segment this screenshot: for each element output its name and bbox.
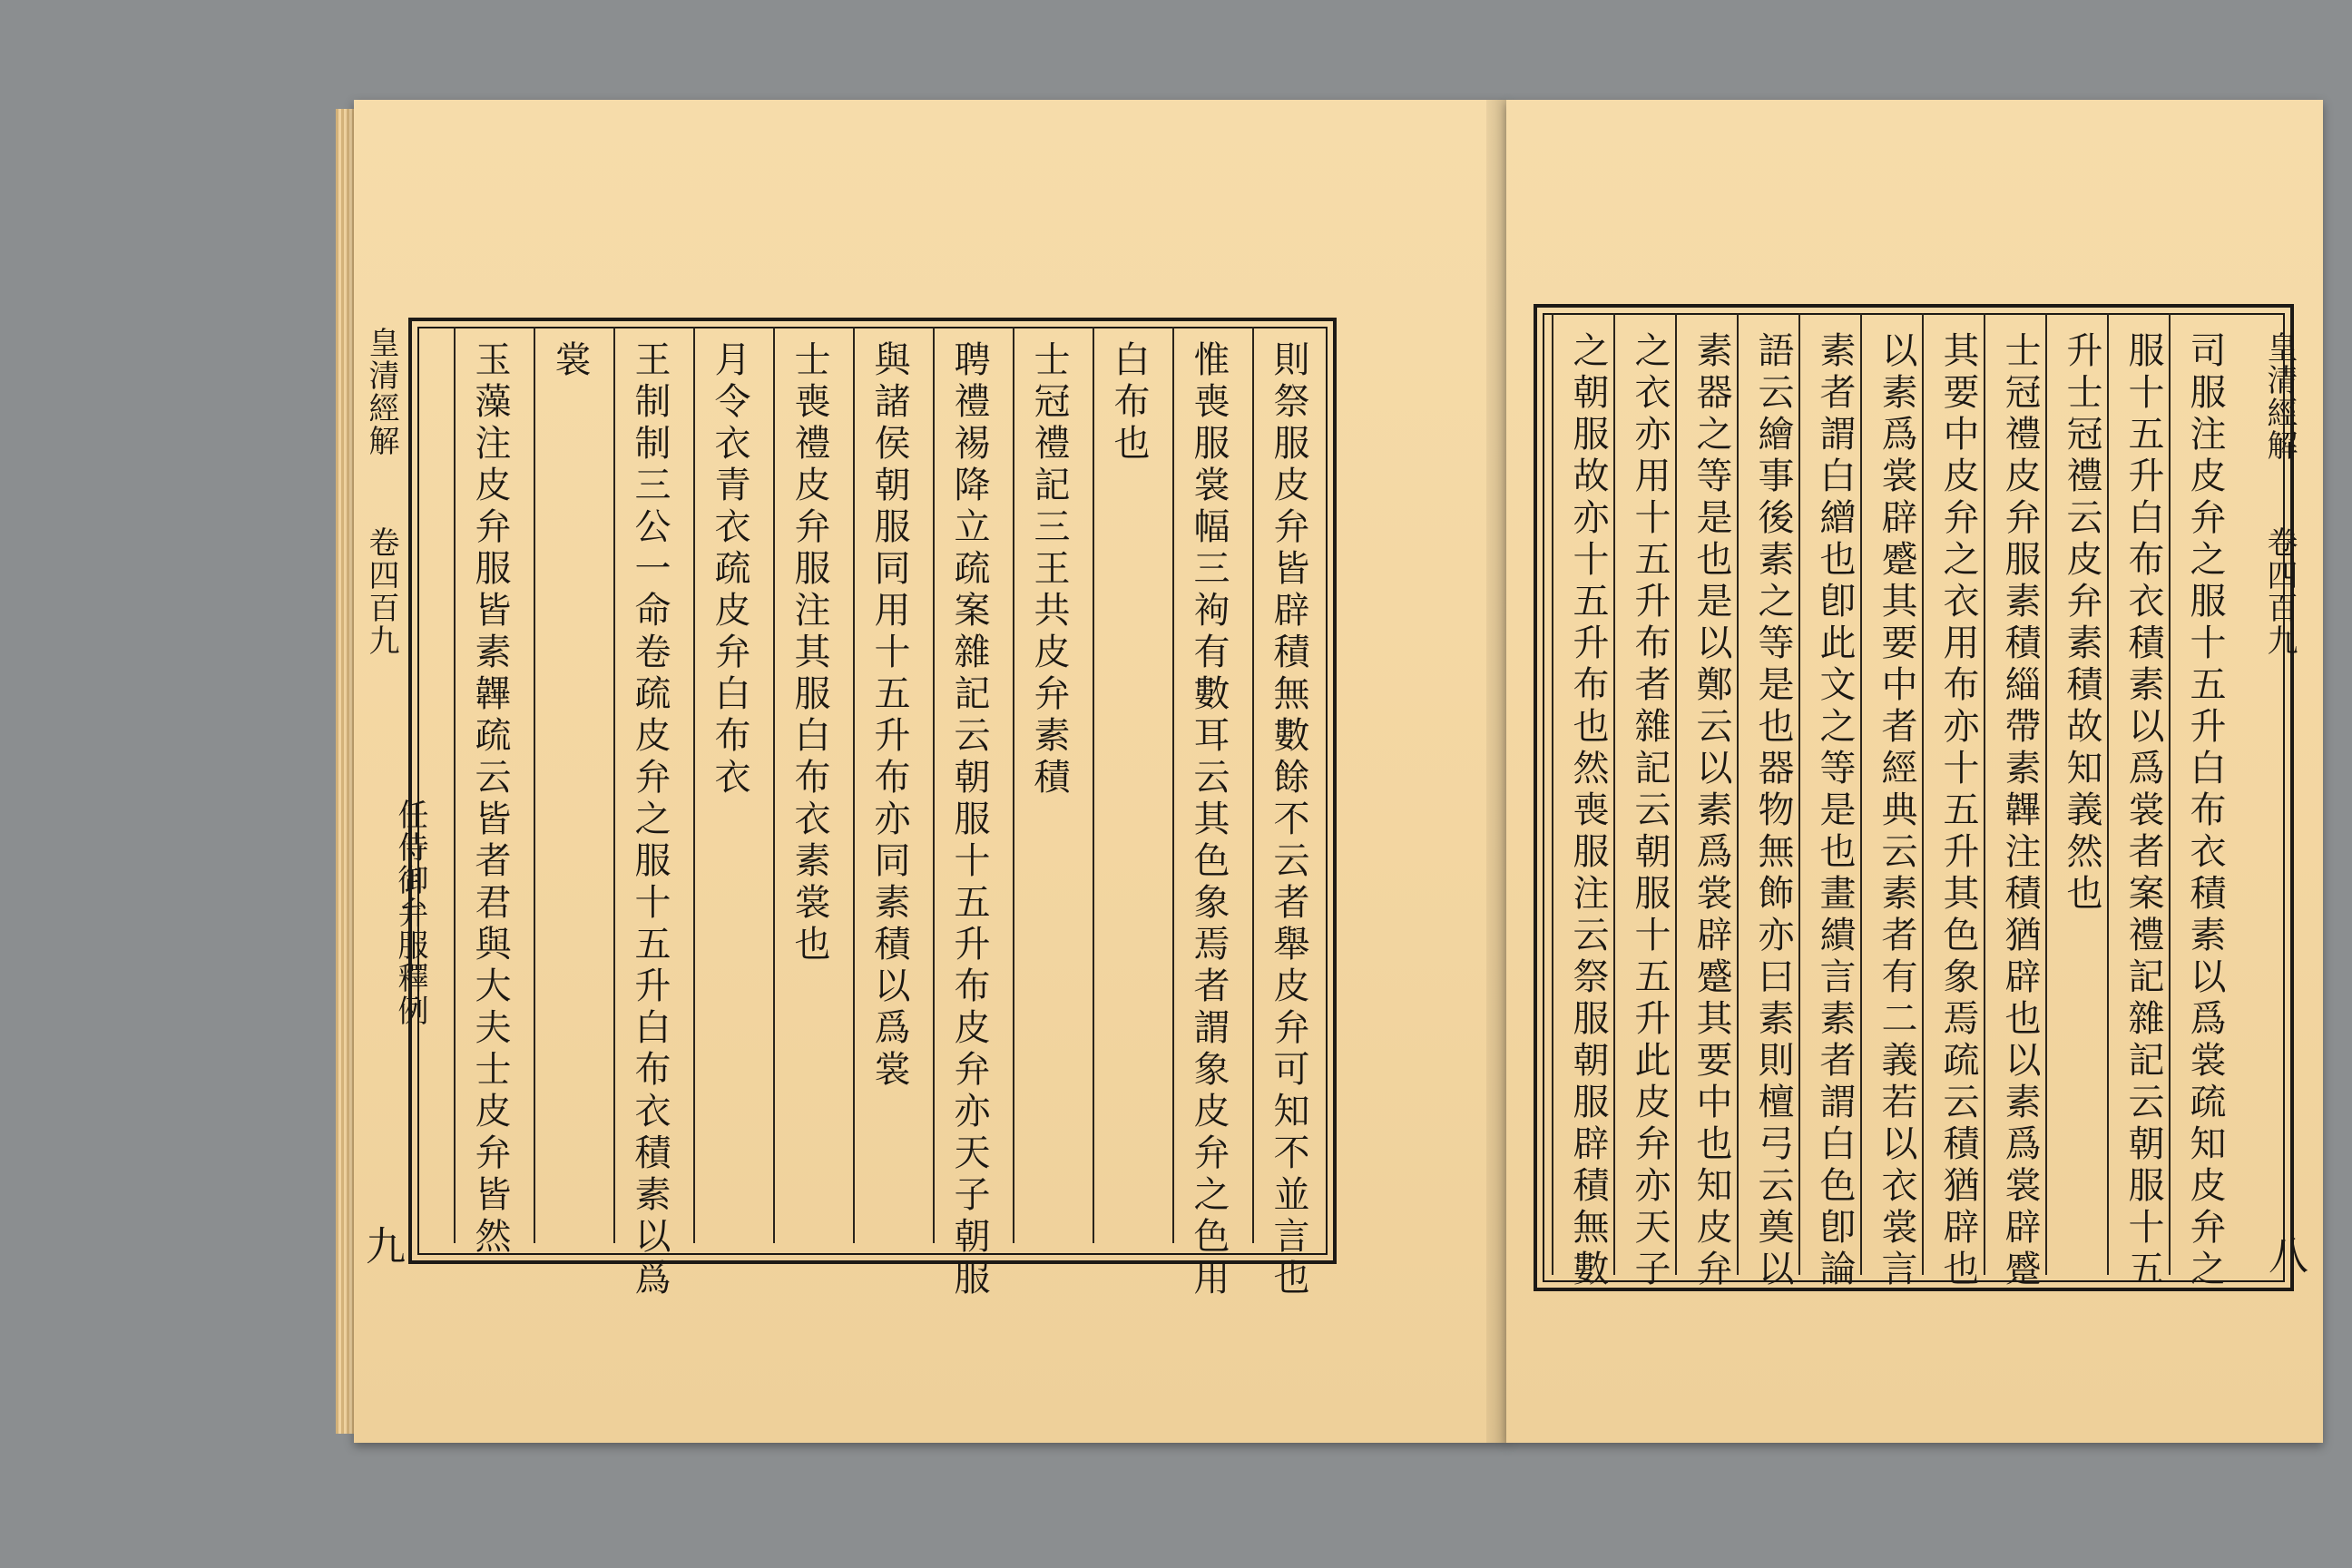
- text-column: 升士冠禮云皮弁素積故知義然也: [2061, 331, 2102, 916]
- column-rule: [853, 327, 855, 1243]
- text-column: 之朝服故亦十五升布也然喪服注云祭服朝服辟積無數: [1567, 331, 1609, 1291]
- text-column: 之衣亦用十五升布者雜記云朝服十五升此皮弁亦天子: [1629, 331, 1671, 1291]
- text-column: 裳: [549, 340, 591, 382]
- column-rule: [1172, 327, 1174, 1243]
- left-folio-volume: 卷四百九: [363, 526, 399, 657]
- text-column: 素器之等是也是以鄭云以素爲裳辟蹙其要中也知皮弁: [1690, 331, 1732, 1291]
- open-book: [336, 91, 2308, 1461]
- right-page-number: 八: [2261, 1234, 2308, 1279]
- column-rule: [1613, 313, 1615, 1275]
- text-column: 王制制三公一命卷疏皮弁之服十五升白布衣積素以爲: [629, 340, 671, 1300]
- text-column: 語云繪事後素之等是也器物無飾亦曰素則檀弓云奠以: [1752, 331, 1794, 1291]
- column-rule: [1552, 313, 1553, 1275]
- left-page-number: 九: [358, 1225, 405, 1270]
- text-column: 司服注皮弁之服十五升白布衣積素以爲裳疏知皮弁之: [2184, 331, 2226, 1291]
- text-column: 士冠禮皮弁服素積緇帶素韠注積猶辟也以素爲裳辟蹙: [1999, 331, 2041, 1291]
- column-rule: [933, 327, 935, 1243]
- column-rule: [613, 327, 615, 1243]
- column-rule: [2045, 313, 2047, 1275]
- right-page: [1506, 100, 2323, 1443]
- text-column: 士冠禮記三王共皮弁素積: [1028, 340, 1070, 799]
- text-column: 其要中皮弁之衣用布亦十五升其色象焉疏云積猶辟也: [1937, 331, 1979, 1291]
- column-rule: [534, 327, 535, 1243]
- text-column: 服十五升白布衣積素以爲裳者案禮記雜記云朝服十五: [2122, 331, 2164, 1291]
- right-folio-volume: 卷四百九: [2261, 526, 2298, 657]
- left-page: [354, 100, 1508, 1443]
- column-rule: [1860, 313, 1862, 1275]
- text-column: 與諸侯朝服同用十五升布亦同素積以爲裳: [868, 340, 910, 1092]
- text-column: 以素爲裳辟蹙其要中者經典云素者有二義若以衣裳言: [1876, 331, 1917, 1291]
- column-rule: [1013, 327, 1014, 1243]
- right-folio-title: 皇清經解: [2261, 331, 2298, 462]
- column-rule: [1252, 327, 1254, 1243]
- column-rule: [693, 327, 695, 1243]
- column-rule: [1675, 313, 1677, 1275]
- column-rule: [773, 327, 775, 1243]
- text-column: 素者謂白繒也卽此文之等是也畫繢言素者謂白色卽論: [1814, 331, 1856, 1291]
- column-rule: [1984, 313, 1985, 1275]
- column-rule: [2169, 313, 2171, 1275]
- text-column: 玉藻注皮弁服皆素韠疏云皆者君與大夫士皮弁皆然: [469, 340, 511, 1259]
- column-rule: [454, 327, 456, 1243]
- text-column: 士喪禮皮弁服注其服白布衣素裳也: [789, 340, 830, 966]
- text-column: 惟喪服裳幅三袧有數耳云其色象焉者謂象皮弁之色用: [1188, 340, 1230, 1300]
- column-rule: [1093, 327, 1094, 1243]
- left-folio-title: 皇清經解: [363, 327, 399, 457]
- text-column: 月令衣青衣疏皮弁白布衣: [709, 340, 750, 799]
- column-rule: [1798, 313, 1800, 1275]
- column-rule: [1737, 313, 1739, 1275]
- column-rule: [2107, 313, 2109, 1275]
- left-folio-subtitle: 任侍御弁服釋例: [392, 799, 428, 1027]
- text-column: 白布也: [1108, 340, 1150, 466]
- text-column: 則祭服皮弁皆辟積無數餘不云者舉皮弁可知不並言也: [1268, 340, 1309, 1300]
- column-rule: [1922, 313, 1924, 1275]
- text-column: 聘禮裼降立疏案雜記云朝服十五升布皮弁亦天子朝服: [948, 340, 990, 1300]
